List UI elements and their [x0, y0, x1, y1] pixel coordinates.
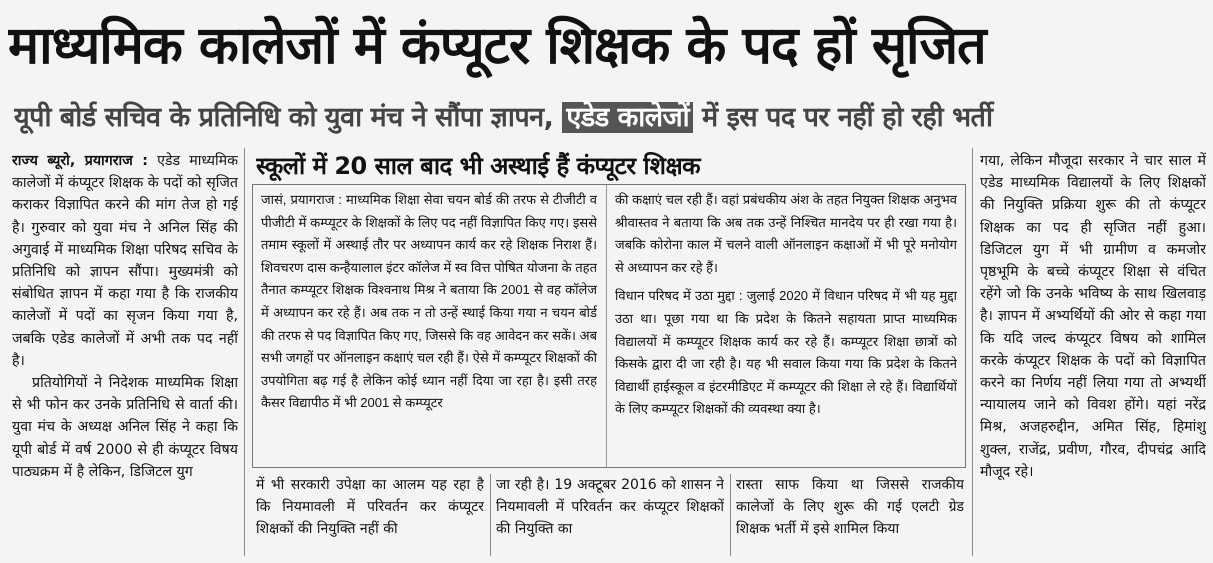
bottom-column-b [496, 474, 724, 556]
right-column [980, 150, 1206, 555]
right-paragraph: गया, लेकिन मौजूदा सरकार ने चार साल में एडेड माध्यमिक विद्यालयों के लिए शिक्षकों की नियुक्ति प्रक्रिया शुरू की तो कंप्यूटर शिक्षक का पद ही सृजित नहीं हुआ। डिजिटल युग में भी ग्रामीण व कमजोर पृष्ठभूमि के बच्चे कंप्यूटर शिक्षा से वंचित रहेंगे जो कि उनके भविष्य के साथ खिलवाड़ है। ज्ञापन में अभ्यर्थियों की ओर से कहा गया कि यदि जल्द कंप्यूटर विषय को शामिल करके कंप्यूटर शिक्षक के पदों को विज्ञापित करने का निर्णय नहीं लिया गया तो अभ्यर्थी न्यायालय जाने को विवश होंगे। यहां नरेंद्र मिश्र, अजहरुद्दीन, अमित सिंह, हिमांशु शुक्ल, राजेंद्र, प्रवीण, गौरव, दीपचंद्र आदि मौजूद रहे। [980, 153, 1206, 480]
column-divider [490, 474, 491, 556]
inner-story-text-2a: की कक्षाएं चल रही हैं। वहां प्रबंधकीय अंश के तहत नियुक्त शिक्षक अनुभव श्रीवास्तव ने बताया कि अब तक उन्हें निश्चित मानदेय पर ही रखा गया है। जबकि कोरोना काल में चलने वाली ऑनलाइन कक्षाओं में भी पूरे मनोयोग से अध्यापन कर रहे हैं। [615, 192, 957, 275]
bottom-text-b: जा रही है। 19 अक्टूबर 2016 को शासन ने नियमावली में परिवर्तन कर कंप्यूटर शिक्षकों की नियुक्ति का [496, 477, 724, 537]
inner-story-text-2b: विधान परिषद में उठा मुद्दा : जुलाई 2020 में विधान परिषद में भी यह मुद्दा उठा था। पूछा गया था कि प्रदेश के कितने सहायता प्राप्त माध्यमिक विद्यालयों में कम्प्यूटर शिक्षक कार्य कर रहे हैं। कम्प्यूटर शिक्षा छात्रों को किसके द्वारा दी जा रही है। यह भी सवाल किया गया कि प्रदेश के कितने विद्यार्थी हाईस्कूल व इंटरमीडिएट में कम्प्यूटर की शिक्षा ले रहे हैं। विद्यार्थियों के लिए कम्प्यूटर शिक्षकों की व्यवस्था क्या है। [615, 288, 957, 417]
left-paragraph-1: एडेड माध्यमिक कालेजों में कंप्यूटर शिक्षक के पदों को सृजित कराकर विज्ञापित करने की मांग तेज हो गई है। गुरुवार को युवा मंच ने अनिल सिंह की अगुवाई में माध्यमिक शिक्षा परिषद सचिव के प्रतिनिधि को ज्ञापन सौंपा। मुख्यमंत्री को संबोधित ज्ञापन में कहा गया है कि राजकीय कालेजों में पदों का सृजन किया गया है, जबकि एडेड कालेजों में अभी तक पद नहीं है। [12, 153, 238, 369]
byline: राज्य ब्यूरो, प्रयागराज : [12, 153, 148, 169]
headline: माध्यमिक कालेजों में कंप्यूटर शिक्षक के पद हों सृजित [8, 16, 986, 76]
subhead-text-after: में इस पद पर नहीं हो रही भर्ती [702, 102, 993, 133]
left-paragraph-2: प्रतियोगियों ने निदेशक माध्यमिक शिक्षा से भी फोन कर उनके प्रतिनिधि से वार्ता की। युवा मंच के अध्यक्ष अनिल सिंह ने कहा कि यूपी बोर्ड में वर्ष 2000 से ही कंप्यूटर विषय पाठ्यक्रम में है लेकिन, डिजिटल युग [12, 375, 238, 480]
inner-story-column-2 [615, 189, 957, 463]
box-divider [606, 185, 607, 467]
column-divider [972, 148, 973, 556]
bottom-column-c [736, 474, 964, 556]
inner-story-title: स्कूलों में 20 साल बाद भी अस्थाई हैं कंप्यूटर शिक्षक [256, 152, 701, 180]
column-divider [730, 474, 731, 556]
subheadline [14, 94, 1209, 142]
inner-story-column-1 [261, 189, 597, 463]
inner-story-text-1: जासं, प्रयागराज : माध्यमिक शिक्षा सेवा चयन बोर्ड की तरफ से टीजीटी व पीजीटी में कम्प्यूटर के शिक्षकों के लिए पद नहीं विज्ञापित किए गए। इससे तमाम स्कूलों में अस्थाई तौर पर अध्यापन कार्य कर रहे शिक्षक निराश हैं। शिवचरण दास कन्हैयालाल इंटर कॉलेज में स्व वित्त पोषित योजना के तहत तैनात कम्प्यूटर शिक्षक विश्वनाथ मिश्र ने बताया कि 2001 से वह कॉलेज में अध्यापन कर रहे हैं। अब तक न तो उन्हें स्थाई किया गया न चयन बोर्ड की तरफ से पद विज्ञापित किए गए, जिससे कि वह आवेदन कर सकें। अब सभी जगहों पर ऑनलाइन कक्षाएं चल रही हैं। ऐसे में कम्प्यूटर शिक्षकों की उपयोगिता बढ़ गई है लेकिन कोई ध्यान नहीं दिया जा रहा है। इसी तरह कैसर विद्यापीठ में भी 2001 से कम्प्यूटर [261, 192, 597, 411]
bottom-text-a: में भी सरकारी उपेक्षा का आलम यह रहा है कि नियमावली में परिवर्तन कर कंप्यूटर शिक्षकों की नियुक्ति नहीं की [256, 477, 484, 537]
inner-story-box [252, 184, 966, 468]
bottom-text-c: रास्ता साफ किया था जिससे राजकीय कालेजों के लिए शुरू की गई एलटी ग्रेड शिक्षक भर्ती में इसे शामिल किया [736, 477, 964, 537]
subhead-highlight: एडेड कालेजों [562, 102, 693, 133]
column-divider [244, 148, 245, 556]
subhead-text-before: यूपी बोर्ड सचिव के प्रतिनिधि को युवा मंच ने सौंपा ज्ञापन, [14, 102, 554, 133]
left-column [12, 150, 238, 555]
bottom-column-a [256, 474, 484, 556]
